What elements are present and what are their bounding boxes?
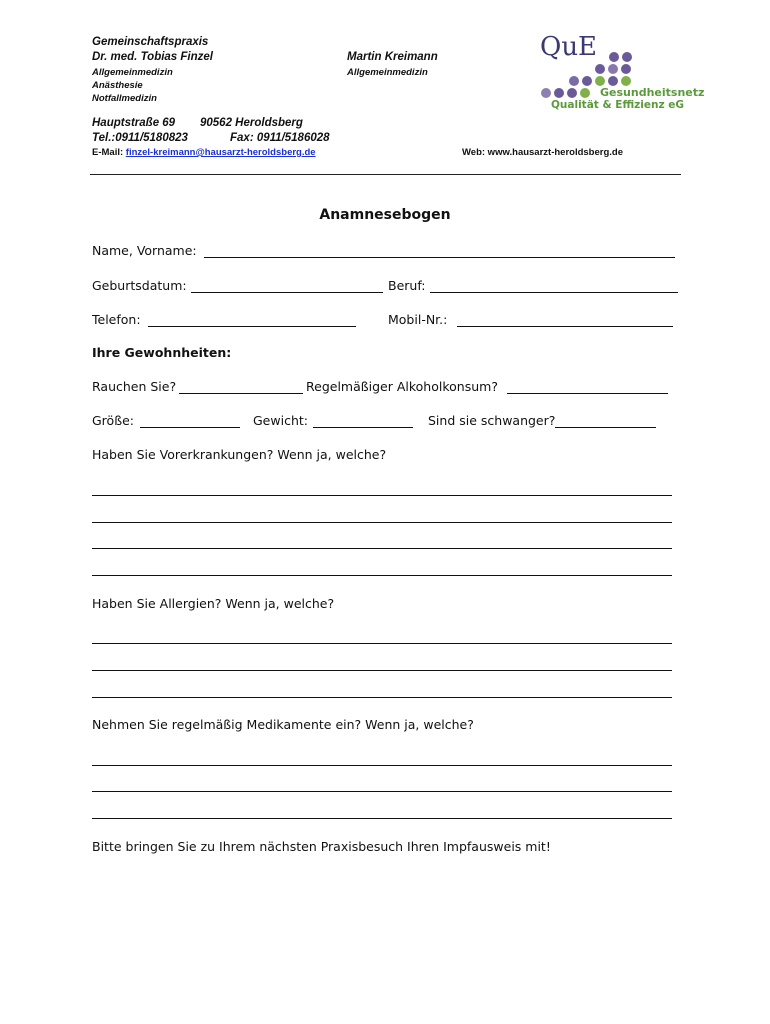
allergies-question: Haben Sie Allergien? Wenn ja, welche? [92,596,335,611]
header-divider [90,174,681,175]
alcohol-field[interactable] [507,393,668,394]
conditions-line-4[interactable] [92,575,672,576]
conditions-line-3[interactable] [92,548,672,549]
allergies-line-2[interactable] [92,670,672,671]
practice-name: Gemeinschaftspraxis [92,36,209,48]
conditions-line-1[interactable] [92,495,672,496]
mobile-field[interactable] [457,326,673,327]
email-label: E-Mail: [92,147,124,158]
doctor1-specialty-2: Anästhesie [92,80,143,91]
medication-line-3[interactable] [92,818,672,819]
mobile-label: Mobil-Nr.: [388,312,448,327]
form-title: Anamnesebogen [319,207,451,223]
email-link[interactable]: finzel-kreimann@hausarzt-heroldsberg.de [125,147,316,158]
city: 90562 Heroldsberg [200,117,303,129]
telephone: Tel.:0911/5180823 [92,132,188,144]
job-field[interactable] [430,292,678,293]
email-line [92,147,316,158]
phone-label: Telefon: [92,312,141,327]
job-label: Beruf: [388,278,426,293]
birthdate-label: Geburtsdatum: [92,278,187,293]
doctor1-name: Dr. med. Tobias Finzel [92,51,213,63]
weight-field[interactable] [313,427,413,428]
doctor2-specialty: Allgemeinmedizin [347,67,428,78]
street: Hauptstraße 69 [92,117,176,129]
pregnant-field[interactable] [555,427,656,428]
name-field[interactable] [204,257,675,258]
conditions-question: Haben Sie Vorerkrankungen? Wenn ja, welche? [92,447,387,462]
smoke-label: Rauchen Sie? [92,379,177,394]
medication-line-1[interactable] [92,765,672,766]
height-field[interactable] [140,427,240,428]
medication-line-2[interactable] [92,791,672,792]
doctor2-name: Martin Kreimann [347,51,438,63]
smoke-field[interactable] [179,393,303,394]
doctor1-specialty-3: Notfallmedizin [92,93,157,104]
height-label: Größe: [92,413,134,428]
birthdate-field[interactable] [191,292,383,293]
allergies-line-3[interactable] [92,697,672,698]
doctor1-specialty-1: Allgemeinmedizin [92,67,173,78]
que-logo-line2: Qualität & Effizienz eG [551,99,684,111]
conditions-line-2[interactable] [92,522,672,523]
que-logo-wordmark: QuE [540,32,598,62]
web-address: Web: www.hausarzt-heroldsberg.de [462,147,623,158]
phone-field[interactable] [148,326,356,327]
weight-label: Gewicht: [253,413,308,428]
medication-question: Nehmen Sie regelmäßig Medikamente ein? Wenn ja, welche? [92,717,474,732]
que-logo-line1: Gesundheitsnetz [600,86,705,99]
alcohol-label: Regelmäßiger Alkoholkonsum? [306,379,498,394]
fax: Fax: 0911/5186028 [230,132,330,144]
habits-heading: Ihre Gewohnheiten: [92,345,232,360]
pregnant-label: Sind sie schwanger? [428,413,556,428]
name-label: Name, Vorname: [92,243,197,258]
allergies-line-1[interactable] [92,643,672,644]
footer-note: Bitte bringen Sie zu Ihrem nächsten Praxisbesuch Ihren Impfausweis mit! [92,839,551,854]
